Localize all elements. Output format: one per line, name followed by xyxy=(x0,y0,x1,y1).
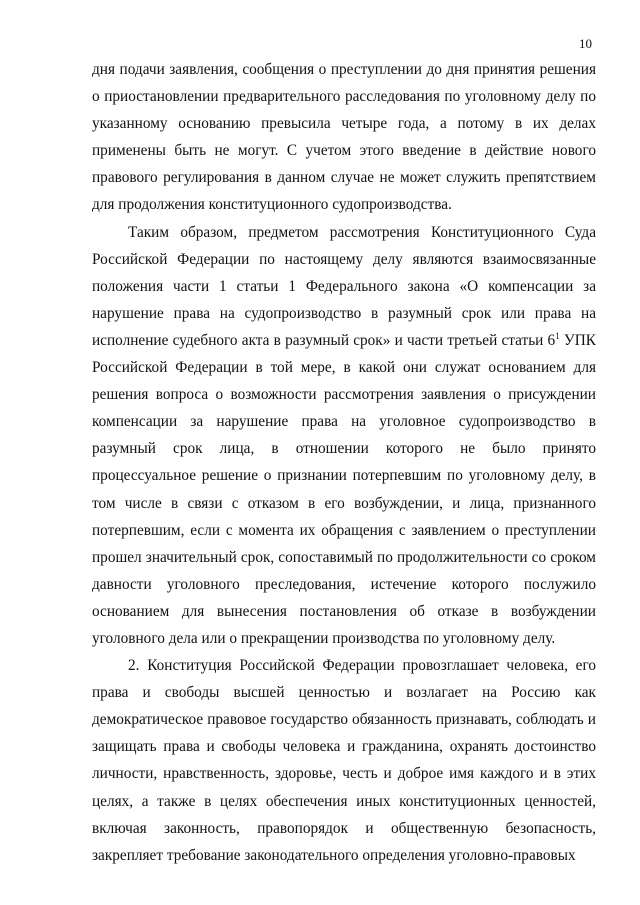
paragraph-continuation: дня подачи заявления, сообщения о преступлении до дня принятия решения о приостановлении предварительного расследования по уголовному делу по указанному основанию превысила четыре года, а потому в их делах применены быть не могут. С учетом этого введение в действие нового правового регулирования в данном случае не может служить препятствием для продолжения конституционного судопроизводства. xyxy=(92,61,596,214)
document-body xyxy=(92,56,596,869)
paragraph-text-part: Таким образом, предметом рассмотрения Конституционного Суда Российской Федерации по настоящему делу являются взаимосвязанные положения части 1 статьи 1 Федерального закона «О компенсации за нарушение права на судопроизводство в разумный срок или права на исполнение судебного акта в разумный срок» и части третьей статьи 6 xyxy=(92,223,596,349)
paragraph-subject-of-review xyxy=(92,219,596,653)
page-number: 10 xyxy=(579,36,592,51)
paragraph-text-part: УПК Российской Федерации в той мере, в какой они служат основанием для решения вопроса о возможности рассмотрения заявления о присуждении компенсации за нарушение права на уголовное судопроизводство в разумный срок лица, в отношении которого не было принято процессуальное решение о признании потерпевшим по уголовному делу, в том числе в связи с отказом в его возбуждении, и лица, признанного потерпевшим, если с момента их обращения с заявлением о преступлении прошел значительный срок, сопоставимый по продолжительности со сроком давности уголовного преследования, истечение которого послужило основанием для вынесения постановления об отказе в возбуждении уголовного дела или о прекращении производства по уголовному делу. xyxy=(92,331,596,647)
superscript-article-number: 1 xyxy=(555,330,560,341)
paragraph-section-2: 2. Конституция Российской Федерации провозглашает человека, его права и свободы высшей ценностью и возлагает на Россию как демократическое правовое государство обязанность признавать, соблюдать и защищать права и свободы человека и гражданина, охранять достоинство личности, нравственность, здоровье, честь и доброе имя каждого и в этих целях, а также в целях обеспечения иных конституционных ценностей, включая законность, правопорядок и общественную безопасность, закрепляет требование законодательного определения уголовно-правовых xyxy=(92,657,596,864)
